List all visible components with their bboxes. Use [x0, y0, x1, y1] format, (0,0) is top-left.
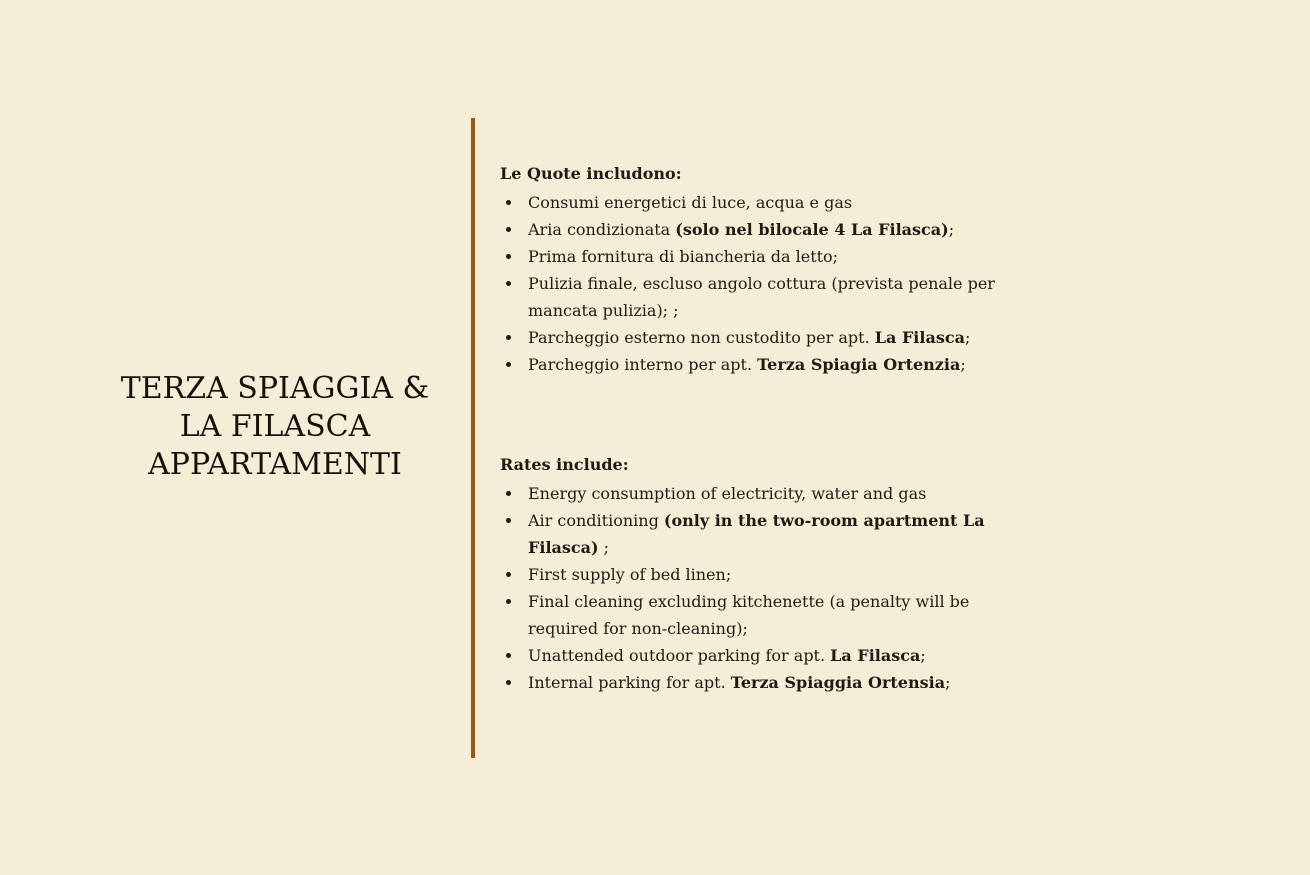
list-item: Parcheggio esterno non custodito per apt. La Filasca;: [500, 324, 1028, 351]
english-list: [500, 480, 1060, 696]
italian-rates-section: [500, 163, 1060, 378]
list-item: Energy consumption of electricity, water and gas: [500, 480, 1028, 507]
list-item: Aria condizionata (solo nel bilocale 4 La Filasca);: [500, 216, 1028, 243]
page-title: [90, 370, 460, 484]
list-item: Internal parking for apt. Terza Spiaggia Ortensia;: [500, 669, 1028, 696]
bullet-icon: [506, 281, 511, 286]
bullet-icon: [506, 227, 511, 232]
bullet-icon: [506, 254, 511, 259]
title-line-2: LA FILASCA: [179, 409, 371, 444]
list-item: Pulizia finale, escluso angolo cottura (prevista penale per mancata pulizia); ;: [500, 270, 1028, 324]
title-line-1: TERZA SPIAGGIA &: [120, 371, 430, 406]
bullet-icon: [506, 572, 511, 577]
list-item: Final cleaning excluding kitchenette (a penalty will be required for non-cleaning);: [500, 588, 1028, 642]
italian-heading: Le Quote includono:: [500, 164, 682, 183]
bullet-icon: [506, 653, 511, 658]
bullet-icon: [506, 335, 511, 340]
bullet-icon: [506, 362, 511, 367]
bullet-icon: [506, 680, 511, 685]
vertical-divider: [471, 118, 475, 758]
list-item: Consumi energetici di luce, acqua e gas: [500, 189, 1028, 216]
list-item: Prima fornitura di biancheria da letto;: [500, 243, 1028, 270]
list-item: Parcheggio interno per apt. Terza Spiagia Ortenzia;: [500, 351, 1028, 378]
bullet-icon: [506, 491, 511, 496]
list-item: First supply of bed linen;: [500, 561, 1028, 588]
bullet-icon: [506, 518, 511, 523]
bullet-icon: [506, 599, 511, 604]
list-item: Air conditioning (only in the two-room apartment La Filasca) ;: [500, 507, 1028, 561]
english-rates-section: [500, 454, 1060, 696]
english-heading: Rates include:: [500, 455, 629, 474]
bullet-icon: [506, 200, 511, 205]
title-line-3: APPARTAMENTI: [148, 447, 402, 482]
italian-list: [500, 189, 1060, 378]
list-item: Unattended outdoor parking for apt. La Filasca;: [500, 642, 1028, 669]
